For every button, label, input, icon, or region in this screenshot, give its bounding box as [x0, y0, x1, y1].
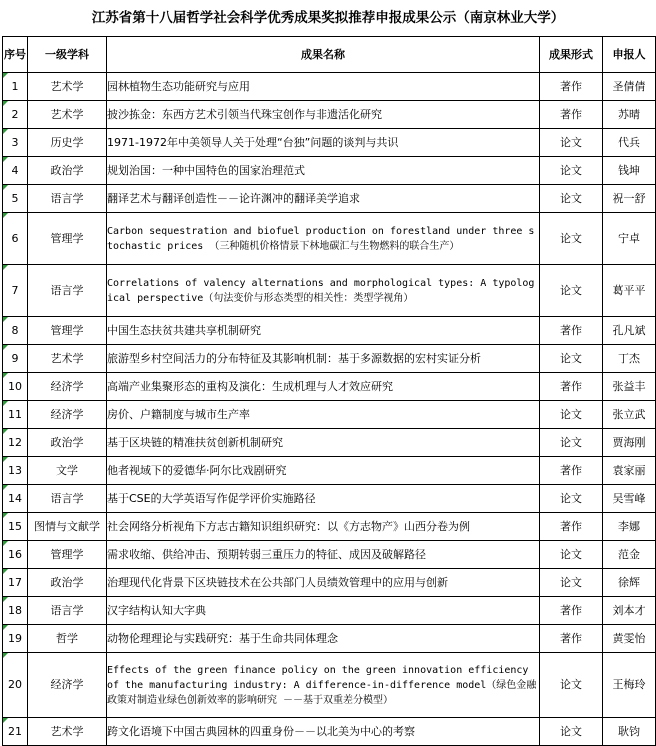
row-discipline: 政治学 — [28, 157, 107, 185]
row-discipline: 经济学 — [28, 373, 107, 401]
row-name: 披沙拣金：东西方艺术引领当代珠宝创作与非遗活化研究 — [107, 101, 540, 129]
table-row — [3, 185, 656, 213]
row-no: 5 — [3, 185, 28, 213]
row-author: 吴雪峰 — [603, 485, 656, 513]
row-author: 孔凡斌 — [603, 317, 656, 345]
row-author: 圣倩倩 — [603, 73, 656, 101]
row-no: 6 — [3, 213, 28, 265]
table-row — [3, 101, 656, 129]
row-form: 著作 — [540, 317, 603, 345]
row-no: 4 — [3, 157, 28, 185]
row-no: 17 — [3, 569, 28, 597]
row-form: 论文 — [540, 185, 603, 213]
table-row — [3, 73, 656, 101]
document-title: 江苏省第十八届哲学社会科学优秀成果奖拟推荐申报成果公示（南京林业大学） — [91, 10, 565, 26]
row-name: 基于CSE的大学英语写作促学评价实施路径 — [107, 485, 540, 513]
row-form: 论文 — [540, 429, 603, 457]
row-form: 著作 — [540, 625, 603, 653]
row-name: 中国生态扶贫共建共享机制研究 — [107, 317, 540, 345]
table-row — [3, 718, 656, 746]
row-discipline: 经济学 — [28, 653, 107, 718]
row-form: 论文 — [540, 213, 603, 265]
row-name: 需求收缩、供给冲击、预期转弱三重压力的特征、成因及破解路径 — [107, 541, 540, 569]
row-discipline: 语言学 — [28, 597, 107, 625]
row-no: 2 — [3, 101, 28, 129]
row-no: 10 — [3, 373, 28, 401]
table-row — [3, 129, 656, 157]
row-author: 贾海刚 — [603, 429, 656, 457]
table-row — [3, 265, 656, 317]
row-name: 房价、户籍制度与城市生产率 — [107, 401, 540, 429]
row-author: 张益丰 — [603, 373, 656, 401]
table-row — [3, 513, 656, 541]
row-form: 著作 — [540, 457, 603, 485]
row-name: Carbon sequestration and biofuel production on forestland under three stochastic prices （三种随机价格情景下林地碳汇与生物燃料的联合生产） — [107, 213, 540, 265]
row-form: 著作 — [540, 373, 603, 401]
row-discipline: 艺术学 — [28, 345, 107, 373]
row-discipline: 语言学 — [28, 265, 107, 317]
header-form: 成果形式 — [540, 37, 603, 73]
row-name: 规划治国：一种中国特色的国家治理范式 — [107, 157, 540, 185]
row-author: 袁家丽 — [603, 457, 656, 485]
row-discipline: 哲学 — [28, 625, 107, 653]
row-discipline: 艺术学 — [28, 718, 107, 746]
row-discipline: 历史学 — [28, 129, 107, 157]
table-row — [3, 213, 656, 265]
row-form: 论文 — [540, 157, 603, 185]
row-discipline: 经济学 — [28, 401, 107, 429]
row-author: 李娜 — [603, 513, 656, 541]
row-form: 论文 — [540, 569, 603, 597]
table-row — [3, 625, 656, 653]
row-author: 范金 — [603, 541, 656, 569]
row-form: 著作 — [540, 73, 603, 101]
row-author: 钱坤 — [603, 157, 656, 185]
table-row — [3, 429, 656, 457]
row-name: 翻译艺术与翻译创造性－－论许渊冲的翻译美学追求 — [107, 185, 540, 213]
row-discipline: 管理学 — [28, 541, 107, 569]
row-discipline: 管理学 — [28, 213, 107, 265]
row-form: 论文 — [540, 718, 603, 746]
row-name: 社会网络分析视角下方志古籍知识组织研究：以《方志物产》山西分卷为例 — [107, 513, 540, 541]
table-row — [3, 373, 656, 401]
row-name: 跨文化语境下中国古典园林的四重身份－－以北美为中心的考察 — [107, 718, 540, 746]
row-discipline: 管理学 — [28, 317, 107, 345]
results-table — [2, 36, 656, 746]
row-author: 丁杰 — [603, 345, 656, 373]
row-form: 论文 — [540, 401, 603, 429]
row-author: 王梅玲 — [603, 653, 656, 718]
row-name: 旅游型乡村空间活力的分布特征及其影响机制：基于多源数据的宏村实证分析 — [107, 345, 540, 373]
row-name: Effects of the green finance policy on the green innovation efficiency of the manufacturing industry: A difference-in-difference model（绿色金融政策对制造业绿色创新效率的影响研究 －－基于双重差分模型） — [107, 653, 540, 718]
row-author: 黄雯怡 — [603, 625, 656, 653]
header-name: 成果名称 — [107, 37, 540, 73]
row-form: 论文 — [540, 653, 603, 718]
row-author: 刘本才 — [603, 597, 656, 625]
row-no: 12 — [3, 429, 28, 457]
table-row — [3, 597, 656, 625]
row-form: 著作 — [540, 101, 603, 129]
row-discipline: 图情与文献学 — [28, 513, 107, 541]
row-name: 基于区块链的精准扶贫创新机制研究 — [107, 429, 540, 457]
table-row — [3, 157, 656, 185]
row-form: 论文 — [540, 345, 603, 373]
row-no: 19 — [3, 625, 28, 653]
row-name: 1971-1972年中美领导人关于处理“台独”问题的谈判与共识 — [107, 129, 540, 157]
row-no: 3 — [3, 129, 28, 157]
row-form: 著作 — [540, 597, 603, 625]
table-row — [3, 541, 656, 569]
row-author: 徐辉 — [603, 569, 656, 597]
row-no: 13 — [3, 457, 28, 485]
table-row — [3, 653, 656, 718]
row-name: 园林植物生态功能研究与应用 — [107, 73, 540, 101]
row-no: 18 — [3, 597, 28, 625]
row-form: 论文 — [540, 485, 603, 513]
row-form: 著作 — [540, 513, 603, 541]
row-name: 汉字结构认知大字典 — [107, 597, 540, 625]
row-form: 论文 — [540, 541, 603, 569]
row-no: 14 — [3, 485, 28, 513]
row-name: 动物伦理理论与实践研究：基于生命共同体理念 — [107, 625, 540, 653]
table-row — [3, 345, 656, 373]
row-no: 21 — [3, 718, 28, 746]
row-discipline: 政治学 — [28, 429, 107, 457]
table-header-row — [3, 37, 656, 73]
table-row — [3, 317, 656, 345]
table-row — [3, 401, 656, 429]
row-name: 治理现代化背景下区块链技术在公共部门人员绩效管理中的应用与创新 — [107, 569, 540, 597]
row-no: 8 — [3, 317, 28, 345]
row-discipline: 语言学 — [28, 485, 107, 513]
row-discipline: 语言学 — [28, 185, 107, 213]
row-author: 葛平平 — [603, 265, 656, 317]
row-author: 祝一舒 — [603, 185, 656, 213]
row-author: 代兵 — [603, 129, 656, 157]
row-name: Correlations of valency alternations and morphological types: A typological perspective（句法变价与形态类型的相关性：类型学视角） — [107, 265, 540, 317]
row-no: 7 — [3, 265, 28, 317]
row-no: 11 — [3, 401, 28, 429]
row-discipline: 文学 — [28, 457, 107, 485]
row-author: 耿钧 — [603, 718, 656, 746]
row-author: 苏晴 — [603, 101, 656, 129]
row-no: 15 — [3, 513, 28, 541]
row-name: 他者视域下的爱德华·阿尔比戏剧研究 — [107, 457, 540, 485]
row-discipline: 艺术学 — [28, 101, 107, 129]
row-no: 20 — [3, 653, 28, 718]
row-discipline: 艺术学 — [28, 73, 107, 101]
row-no: 9 — [3, 345, 28, 373]
row-author: 张立武 — [603, 401, 656, 429]
table-row — [3, 457, 656, 485]
row-no: 1 — [3, 73, 28, 101]
row-form: 论文 — [540, 129, 603, 157]
header-seq: 序号 — [3, 37, 28, 73]
table-row — [3, 569, 656, 597]
row-name: 高端产业集聚形态的重构及演化：生成机理与人才效应研究 — [107, 373, 540, 401]
header-author: 申报人 — [603, 37, 656, 73]
table-row — [3, 485, 656, 513]
row-author: 宁卓 — [603, 213, 656, 265]
row-discipline: 政治学 — [28, 569, 107, 597]
row-form: 论文 — [540, 265, 603, 317]
header-discipline: 一级学科 — [28, 37, 107, 73]
row-no: 16 — [3, 541, 28, 569]
